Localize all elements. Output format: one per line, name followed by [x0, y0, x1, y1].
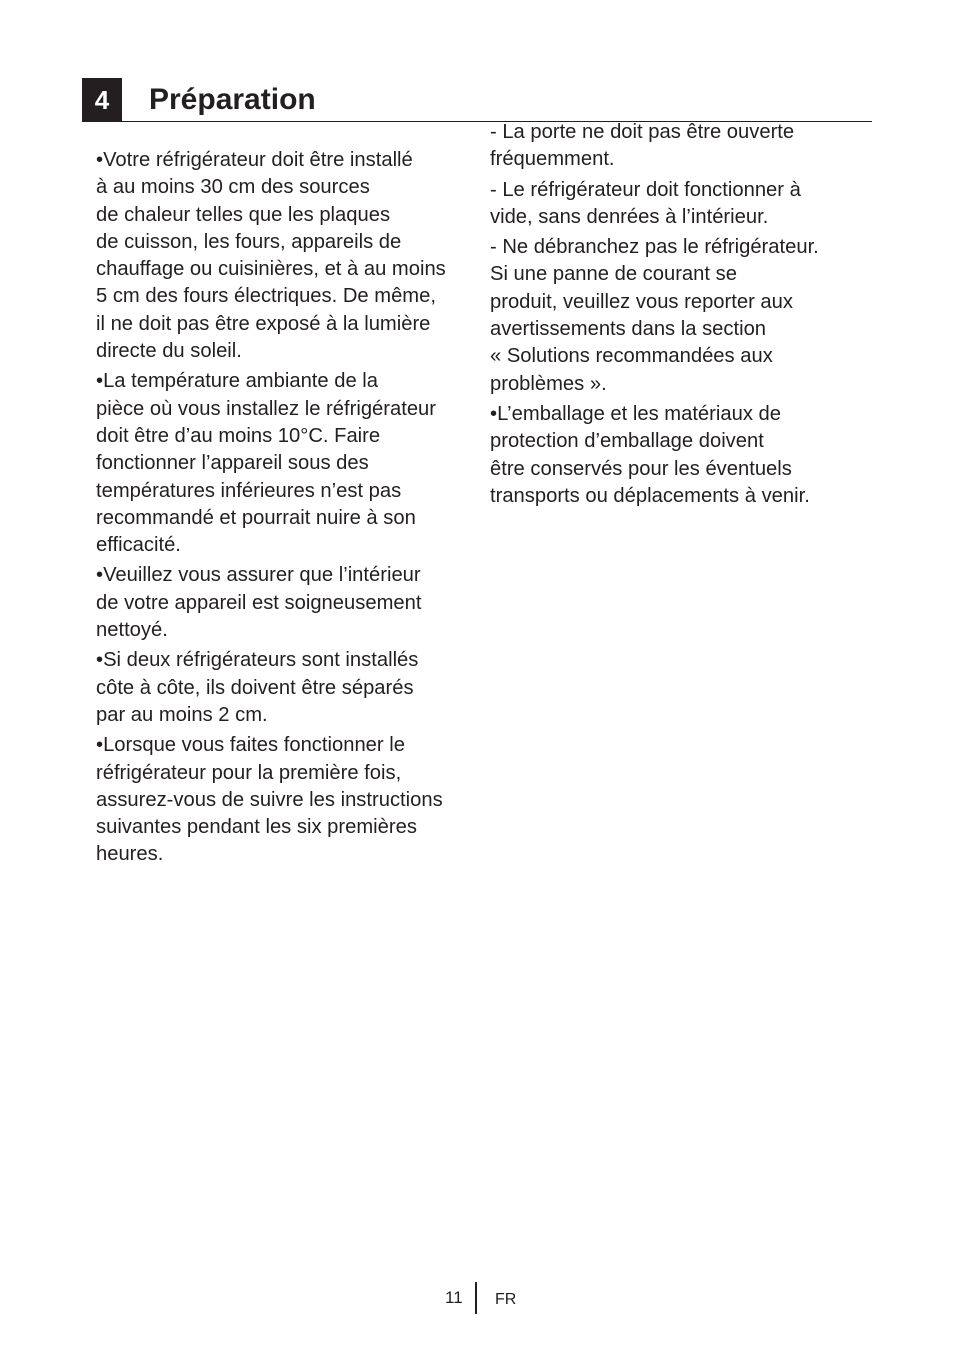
text-line: températures inférieures n’est pas: [96, 479, 402, 502]
text-line: à au moins 30 cm des sources: [96, 176, 370, 199]
text-line: vide, sans denrées à l’intérieur.: [490, 205, 769, 228]
paragraph-unplug: [490, 234, 852, 398]
text-line: de chaleur telles que les plaques: [96, 203, 391, 226]
text-line: protection d’emballage doivent: [490, 430, 764, 453]
text-line: fréquemment.: [490, 148, 615, 171]
text-line: efficacité.: [96, 534, 181, 557]
text-line: Si une panne de courant se: [490, 263, 737, 286]
text-line: •Lorsque vous faites fonctionner le: [96, 734, 405, 757]
text-line: être conservés pour les éventuels: [490, 457, 792, 480]
text-line: •Votre réfrigérateur doit être installé: [96, 149, 413, 171]
text-line: recommandé et pourrait nuire à son: [96, 506, 416, 529]
text-line: problèmes ».: [490, 372, 607, 395]
text-line: 5 cm des fours électriques. De même,: [96, 285, 436, 308]
text-line: de votre appareil est soigneusement: [96, 591, 422, 614]
text-line: côte à côte, ils doivent être séparés: [96, 676, 414, 699]
paragraph-installation-distance: [96, 147, 480, 365]
section-title: Préparation: [149, 83, 316, 116]
right-column: [490, 119, 852, 513]
text-line: •Si deux réfrigérateurs sont installés: [96, 649, 419, 672]
text-line: pièce où vous installez le réfrigérateur: [96, 397, 437, 420]
footer-divider: [475, 1282, 477, 1314]
paragraph-side-by-side: [96, 647, 480, 729]
text-line: par au moins 2 cm.: [96, 703, 268, 726]
text-line: doit être d’au moins 10°C. Faire: [96, 424, 381, 447]
paragraph-cleaning: [96, 562, 480, 644]
text-line: •La température ambiante de la: [96, 370, 379, 393]
paragraph-first-use: [96, 732, 480, 868]
page-footer: [0, 1282, 954, 1318]
language-code: FR: [495, 1291, 517, 1308]
text-line: de cuisson, les fours, appareils de: [96, 230, 402, 253]
text-line: il ne doit pas être exposé à la lumière: [96, 312, 431, 335]
text-line: •Veuillez vous assurer que l’intérieur: [96, 564, 421, 587]
text-line: réfrigérateur pour la première fois,: [96, 761, 402, 784]
section-number-badge: 4: [82, 78, 122, 122]
paragraph-room-temperature: [96, 368, 480, 559]
text-line: - La porte ne doit pas être ouverte: [490, 121, 795, 143]
text-line: chauffage ou cuisinières, et à au moins: [96, 258, 446, 281]
text-line: fonctionner l’appareil sous des: [96, 452, 369, 475]
text-line: produit, veuillez vous reporter aux: [490, 290, 793, 313]
paragraph-packaging: [490, 401, 852, 510]
section-header: [82, 78, 872, 122]
text-line: suivantes pendant les six premières: [96, 816, 417, 839]
text-line: transports ou déplacements à venir.: [490, 484, 810, 507]
text-line: nettoyé.: [96, 619, 168, 642]
left-column: [96, 147, 480, 872]
text-line: heures.: [96, 843, 164, 866]
text-line: •L’emballage et les matériaux de: [490, 402, 781, 425]
text-line: « Solutions recommandées aux: [490, 345, 773, 368]
paragraph-door: [490, 119, 852, 174]
paragraph-empty-run: [490, 177, 852, 232]
text-line: - Ne débranchez pas le réfrigérateur.: [490, 236, 819, 259]
text-line: directe du soleil.: [96, 340, 242, 363]
text-line: - Le réfrigérateur doit fonctionner à: [490, 178, 801, 201]
text-line: assurez-vous de suivre les instructions: [96, 788, 443, 811]
page-number: 11: [445, 1288, 463, 1307]
text-line: avertissements dans la section: [490, 318, 767, 341]
